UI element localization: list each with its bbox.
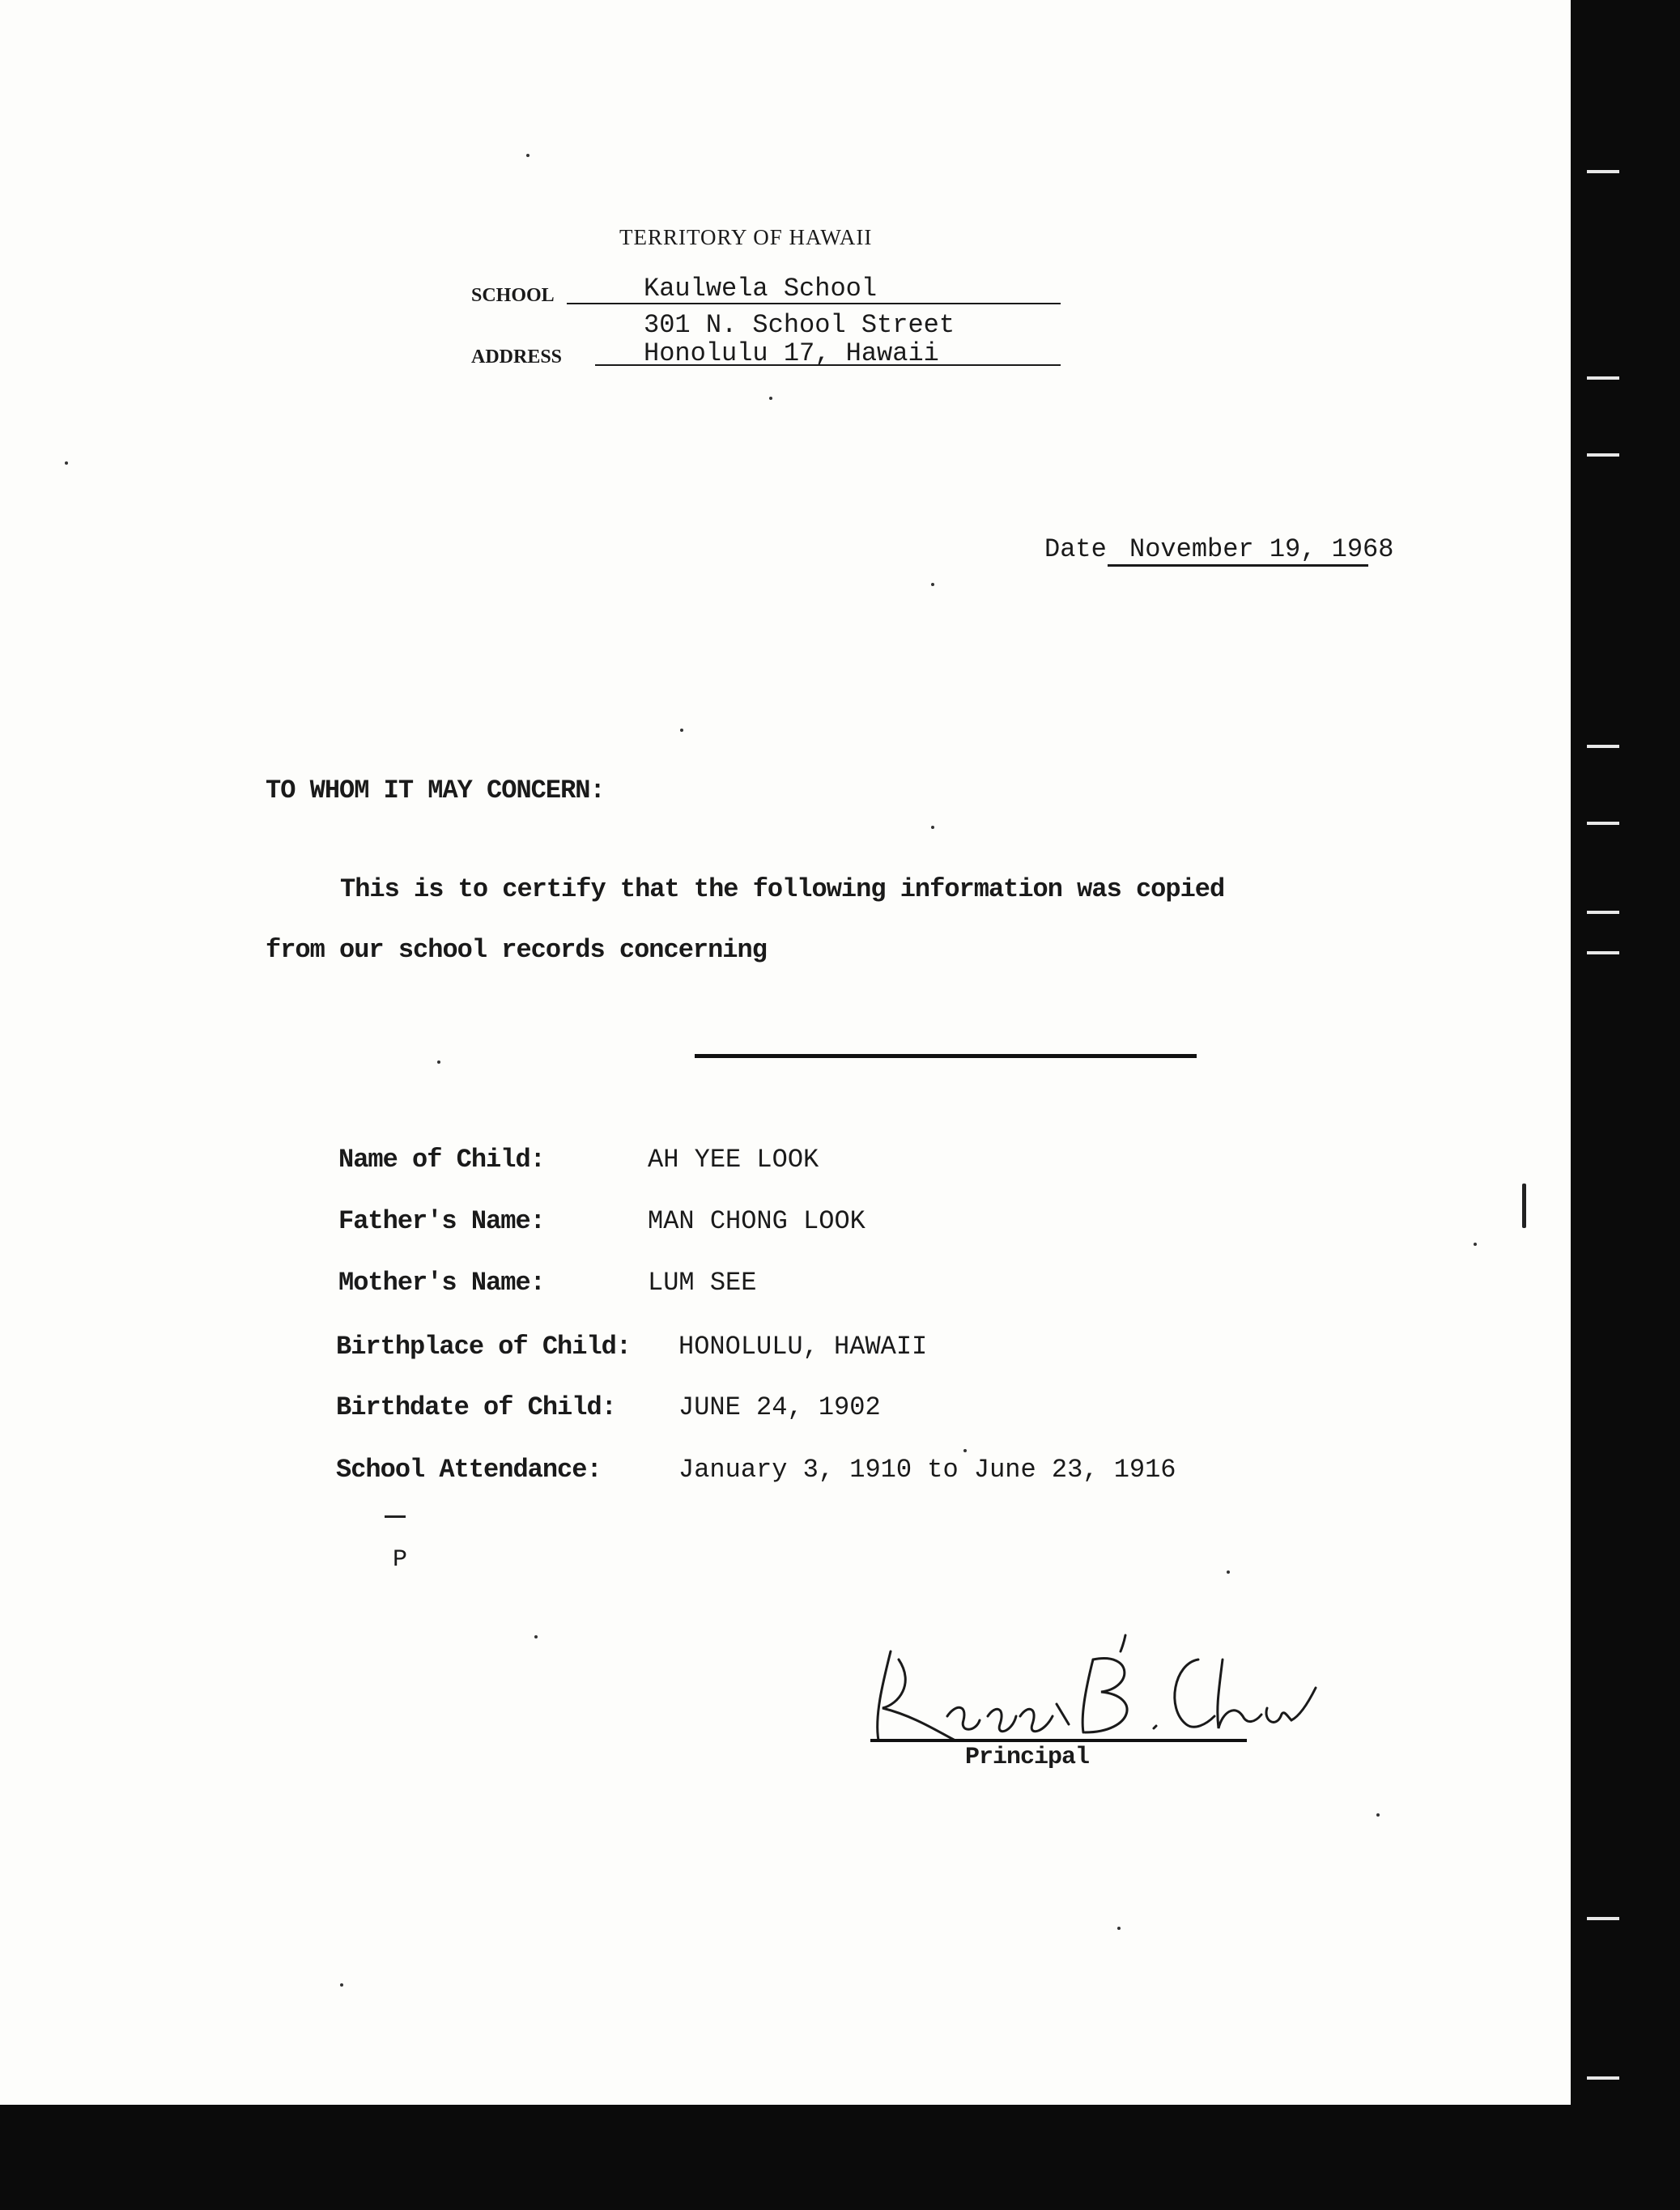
field-value-father: MAN CHONG LOOK [648, 1206, 866, 1236]
scanner-border-right [1571, 0, 1680, 2105]
field-label-birthdate: Birthdate of Child: [336, 1392, 616, 1422]
field-label-mother: Mother's Name: [338, 1268, 545, 1298]
school-value: Kaulwela School [644, 274, 878, 304]
stray-dash [385, 1515, 406, 1518]
field-value-birthplace: HONOLULU, HAWAII [678, 1332, 928, 1362]
school-label: SCHOOL [471, 285, 555, 306]
field-label-birthplace: Birthplace of Child: [336, 1332, 632, 1362]
field-label-attendance: School Attendance: [336, 1455, 602, 1485]
signature-line [870, 1739, 1247, 1742]
field-value-name: AH YEE LOOK [648, 1145, 819, 1175]
field-value-attendance: January 3, 1910 to June 23, 1916 [678, 1455, 1176, 1485]
address-line-2: Honolulu 17, Hawaii [644, 338, 939, 368]
edge-bracket-mark [1522, 1184, 1526, 1228]
concerning-blank-line [695, 1054, 1197, 1058]
field-label-father: Father's Name: [338, 1206, 545, 1236]
signature [866, 1627, 1320, 1757]
scanner-border-bottom [0, 2105, 1680, 2210]
signature-title: Principal [965, 1744, 1090, 1771]
territory-heading: TERRITORY OF HAWAII [619, 225, 873, 249]
date-label: Date [1044, 534, 1107, 564]
field-label-name: Name of Child: [338, 1145, 545, 1175]
salutation: TO WHOM IT MAY CONCERN: [266, 776, 605, 805]
field-value-mother: LUM SEE [648, 1268, 757, 1298]
date-line [1108, 564, 1368, 567]
body-line-1: This is to certify that the following information was copied [340, 874, 1225, 904]
stray-letter: P [393, 1546, 408, 1574]
body-line-2: from our school records concerning [266, 935, 767, 965]
field-value-birthdate: JUNE 24, 1902 [678, 1392, 881, 1422]
address-line-1: 301 N. School Street [644, 310, 955, 340]
date-value: November 19, 1968 [1129, 534, 1394, 564]
address-label: ADDRESS [471, 346, 563, 368]
